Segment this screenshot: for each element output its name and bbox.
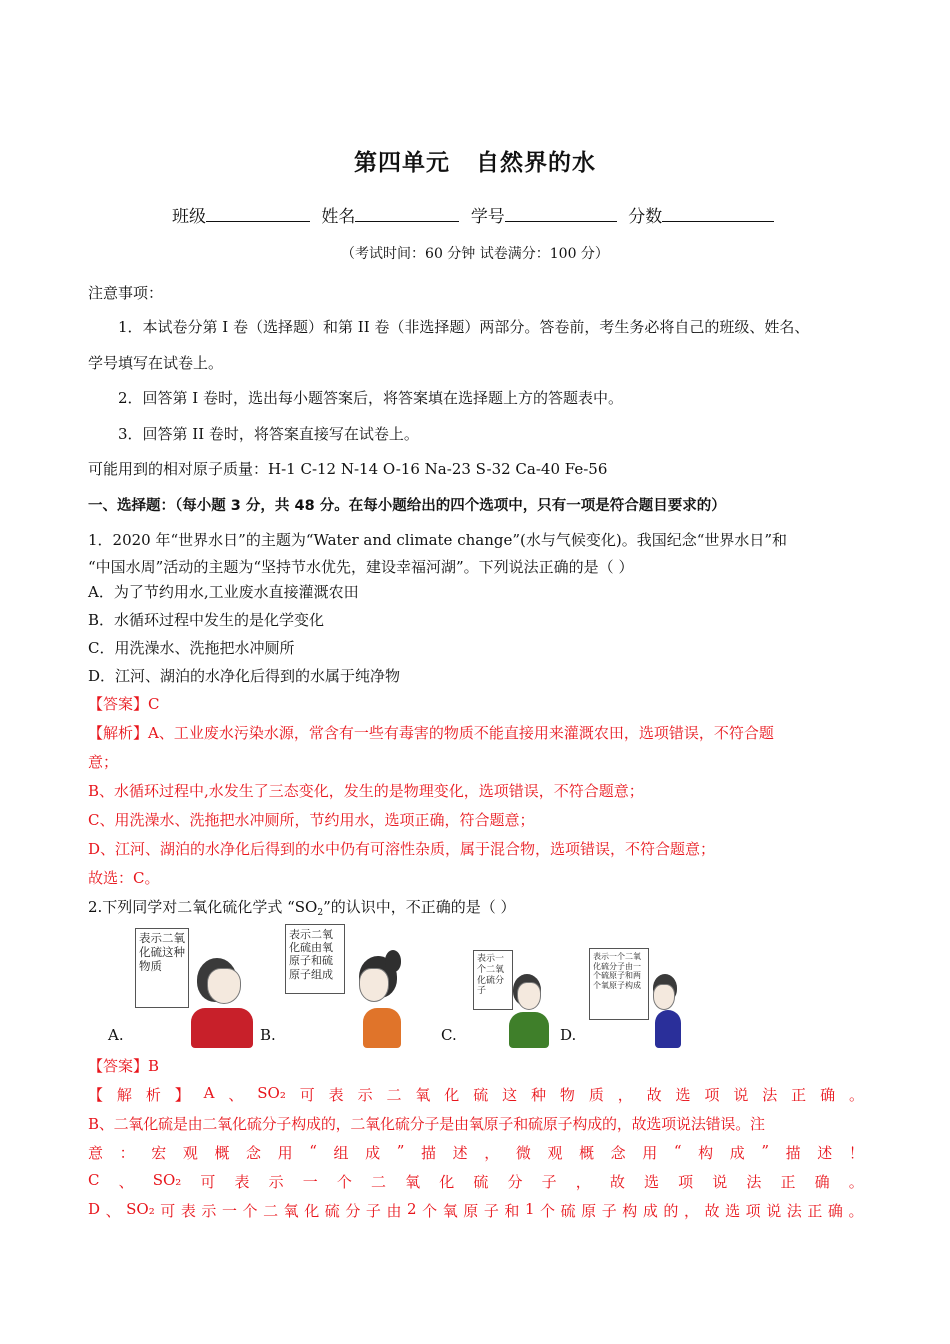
analysis-token: 法 <box>786 1202 802 1220</box>
analysis-token: D <box>88 1200 101 1218</box>
speech-bubble-b: 表示二氧化硫由氧原子和硫原子组成 <box>285 924 345 994</box>
analysis-token: 】 <box>174 1086 190 1104</box>
section-heading: 一、选择题：（每小题 3 分，共 48 分。在每小题给出的四个选项中，只有一项是符合题目要求的） <box>88 498 726 514</box>
analysis-token: 述 <box>452 1144 468 1162</box>
analysis-token: 1 <box>524 1200 535 1218</box>
analysis-token: 氧 <box>283 1202 299 1220</box>
analysis-token: 构 <box>622 1202 638 1220</box>
analysis-token: 个 <box>422 1202 438 1220</box>
notice-item-3: 3．回答第 II 卷时，将答案直接写在试卷上。 <box>118 425 419 443</box>
analysis-token: 正 <box>780 1173 796 1191</box>
analysis-token: 、 <box>228 1086 244 1104</box>
analysis-token: 描 <box>421 1144 437 1162</box>
analysis-token: 成 <box>729 1144 745 1162</box>
notice-heading: 注意事项： <box>88 284 164 302</box>
student-id-label: 学号 <box>470 207 505 227</box>
name-field[interactable] <box>355 203 459 222</box>
analysis-token: C <box>88 1171 100 1189</box>
analysis-token: 意 <box>88 1144 104 1162</box>
analysis-token: 。 <box>848 1086 864 1104</box>
student-info-row <box>172 202 780 227</box>
analysis-token: SO₂ <box>257 1084 286 1102</box>
analysis-token: 表 <box>180 1202 196 1220</box>
analysis-token: 可 <box>160 1202 176 1220</box>
analysis-token: 这 <box>502 1086 518 1104</box>
analysis-token: 2 <box>407 1200 417 1218</box>
student-b-figure <box>341 950 411 1048</box>
analysis-token: 用 <box>277 1144 293 1162</box>
q1-analysis-line2: 意； <box>88 753 119 771</box>
analysis-token: 表 <box>234 1173 250 1191</box>
q2-analysis-line5 <box>88 1200 864 1221</box>
option-c-label: C. <box>441 1026 457 1044</box>
analysis-token: 子 <box>541 1173 557 1191</box>
q1-analysis-line6: 故选：C。 <box>88 869 160 887</box>
analysis-token: 述 <box>817 1144 833 1162</box>
q1-analysis-line1: 【解析】A、工业废水污染水源，常含有一些有毒害的物质不能直接用来灌溉农田，选项错误，不符合题 <box>88 724 774 742</box>
analysis-token: 示 <box>357 1086 373 1104</box>
analysis-token: SO₂ <box>152 1171 182 1189</box>
student-a-figure <box>191 952 261 1048</box>
q1-analysis-line4: C、用洗澡水、洗拖把水冲厕所，节约用水，选项正确，符合题意； <box>88 811 535 829</box>
analysis-token: 个 <box>540 1202 556 1220</box>
analysis-token: ” <box>761 1142 770 1160</box>
q1-option-a: A．为了节约用水,工业废水直接灌溉农田 <box>88 583 359 601</box>
unit-topic: 自然界的水 <box>476 150 596 176</box>
analysis-token: 。 <box>848 1202 864 1220</box>
analysis-token: 选 <box>644 1173 660 1191</box>
analysis-token: 用 <box>642 1144 658 1162</box>
analysis-token: 念 <box>246 1144 262 1162</box>
analysis-token: ， <box>484 1144 500 1162</box>
analysis-token: 氧 <box>415 1086 431 1104</box>
speech-bubble-d: 表示一个二氧化硫分子由一个硫原子和两个氧原子构成 <box>589 948 649 1020</box>
analysis-token: 原 <box>463 1202 479 1220</box>
speech-bubble-a: 表示二氧化硫这种物质 <box>135 928 189 1008</box>
notice-item-1-cont: 学号填写在试卷上。 <box>88 354 224 372</box>
analysis-token: 和 <box>504 1202 520 1220</box>
q2-stem: 2.下列同学对二氧化硫化学式 “$SO_2$”的认识中，不正确的是（ ） <box>88 898 516 918</box>
analysis-token: 质 <box>588 1086 604 1104</box>
analysis-token: 的 <box>663 1202 679 1220</box>
notice-item-2: 2．回答第 I 卷时，选出每小题答案后，将答案填在选择题上方的答题表中。 <box>118 389 624 407</box>
q2-analysis-line1 <box>88 1084 864 1105</box>
analysis-token: 一 <box>221 1202 237 1220</box>
analysis-token: 组 <box>333 1144 349 1162</box>
analysis-token: ” <box>396 1142 405 1160</box>
analysis-token: 个 <box>336 1173 352 1191</box>
analysis-token: 子 <box>365 1202 381 1220</box>
analysis-token: 物 <box>559 1086 575 1104</box>
analysis-token: 构 <box>698 1144 714 1162</box>
analysis-token: 念 <box>610 1144 626 1162</box>
option-d-label: D. <box>560 1026 577 1044</box>
q1-option-b: B．水循环过程中发生的是化学变化 <box>88 611 325 629</box>
analysis-token: A <box>203 1084 215 1102</box>
analysis-token: “ <box>673 1142 682 1160</box>
analysis-token: SO₂ <box>126 1200 155 1218</box>
analysis-token: 法 <box>746 1173 762 1191</box>
class-field[interactable] <box>206 203 310 222</box>
analysis-token: 成 <box>365 1144 381 1162</box>
analysis-token: ： <box>119 1144 135 1162</box>
analysis-token: 示 <box>201 1202 217 1220</box>
analysis-token: “ <box>309 1142 317 1160</box>
score-field[interactable] <box>662 203 774 222</box>
analysis-token: 示 <box>268 1173 284 1191</box>
q1-option-c: C．用洗澡水、洗拖把水冲厕所 <box>88 639 295 657</box>
analysis-token: 宏 <box>151 1144 167 1162</box>
exam-time-note: （考试时间：60 分钟 试卷满分：100 分） <box>341 246 609 262</box>
analysis-token: 选 <box>725 1202 741 1220</box>
analysis-token: 故 <box>704 1202 720 1220</box>
analysis-token: 硫 <box>473 1173 489 1191</box>
analysis-token: ， <box>575 1173 591 1191</box>
analysis-token: 硫 <box>560 1202 576 1220</box>
analysis-token: 表 <box>328 1086 344 1104</box>
analysis-token: 氧 <box>405 1173 421 1191</box>
analysis-token: 分 <box>507 1173 523 1191</box>
notice-item-1: 1．本试卷分第 I 卷（选择题）和第 II 卷（非选择题）两部分。答卷前，考生务必将自己的班级、姓名、 <box>118 318 810 336</box>
q2-figure <box>105 922 705 1048</box>
analysis-token: 确 <box>820 1086 836 1104</box>
analysis-token: 氧 <box>442 1202 458 1220</box>
q2-answer: 【答案】B <box>88 1057 160 1075</box>
analysis-token: ， <box>617 1086 633 1104</box>
analysis-token: 硫 <box>473 1086 489 1104</box>
analysis-token: 可 <box>200 1173 216 1191</box>
option-a-label: A. <box>108 1026 124 1044</box>
analysis-token: 分 <box>345 1202 361 1220</box>
analysis-token: 解 <box>116 1086 132 1104</box>
analysis-token: 项 <box>745 1202 761 1220</box>
analysis-token: 一 <box>302 1173 318 1191</box>
analysis-token: 子 <box>601 1202 617 1220</box>
analysis-token: 说 <box>712 1173 728 1191</box>
analysis-token: 化 <box>304 1202 320 1220</box>
analysis-token: 概 <box>579 1144 595 1162</box>
analysis-token: 法 <box>762 1086 778 1104</box>
analysis-token: 说 <box>766 1202 782 1220</box>
student-c-figure <box>507 972 553 1048</box>
analysis-token: 种 <box>531 1086 547 1104</box>
analysis-token: 确 <box>827 1202 843 1220</box>
name-label: 姓名 <box>321 207 356 227</box>
analysis-token: 个 <box>242 1202 258 1220</box>
student-id-field[interactable] <box>505 203 617 222</box>
analysis-token: 项 <box>678 1173 694 1191</box>
q1-stem-line1: 1．2020 年“世界水日”的主题为“Water and climate change”(水与气候变化)。我国纪念“世界水日”和 <box>88 531 788 549</box>
analysis-token: 由 <box>386 1202 402 1220</box>
analysis-token: 二 <box>263 1202 279 1220</box>
analysis-token: 观 <box>547 1144 563 1162</box>
analysis-token: 二 <box>371 1173 387 1191</box>
q1-answer: 【答案】C <box>88 695 160 713</box>
q2-analysis-line3 <box>88 1142 864 1163</box>
q1-stem-line2: “中国水周”活动的主题为“坚持节水优先，建设幸福河湖”。下列说法正确的是（ ） <box>88 558 634 576</box>
analysis-token: 可 <box>299 1086 315 1104</box>
page-title <box>0 144 950 177</box>
analysis-token: 化 <box>444 1086 460 1104</box>
analysis-token: 二 <box>386 1086 402 1104</box>
analysis-token: 子 <box>483 1202 499 1220</box>
atomic-masses: 可能用到的相对原子质量：H-1 C-12 N-14 O-16 Na-23 S-32 Ca-40 Fe-56 <box>88 460 608 478</box>
analysis-token: 微 <box>515 1144 531 1162</box>
analysis-token: 【 <box>88 1086 104 1104</box>
unit-label: 第四单元 <box>354 150 450 176</box>
analysis-token: 故 <box>609 1173 625 1191</box>
analysis-token: 项 <box>704 1086 720 1104</box>
analysis-token: 说 <box>733 1086 749 1104</box>
analysis-token: 正 <box>791 1086 807 1104</box>
class-label: 班级 <box>172 207 206 227</box>
analysis-token: 。 <box>848 1173 864 1191</box>
q1-analysis-line5: D、江河、湖泊的水净化后得到的水中仍有可溶性杂质，属于混合物，选项错误，不符合题意； <box>88 840 716 858</box>
option-b-label: B. <box>260 1026 276 1044</box>
q2-analysis-line4 <box>88 1171 864 1192</box>
analysis-token: 析 <box>145 1086 161 1104</box>
analysis-token: 原 <box>581 1202 597 1220</box>
analysis-token: 硫 <box>324 1202 340 1220</box>
score-label: 分数 <box>628 207 663 227</box>
analysis-token: 正 <box>807 1202 823 1220</box>
analysis-token: 故 <box>646 1086 662 1104</box>
analysis-token: ， <box>683 1202 699 1220</box>
analysis-token: 概 <box>214 1144 230 1162</box>
q1-option-d: D．江河、湖泊的水净化后得到的水属于纯净物 <box>88 667 401 685</box>
analysis-token: 成 <box>642 1202 658 1220</box>
analysis-token: 选 <box>675 1086 691 1104</box>
analysis-token: ！ <box>848 1144 864 1162</box>
analysis-token: 观 <box>182 1144 198 1162</box>
analysis-token: 确 <box>814 1173 830 1191</box>
student-d-figure <box>649 974 685 1048</box>
analysis-token: 描 <box>785 1144 801 1162</box>
analysis-token: 化 <box>439 1173 455 1191</box>
q1-analysis-line3: B、水循环过程中,水发生了三态变化，发生的是物理变化，选项错误，不符合题意； <box>88 782 644 800</box>
q2-analysis-line2: B、二氧化硫是由二氧化硫分子构成的，二氧化硫分子是由氧原子和硫原子构成的，故选项说法错误。注 <box>88 1115 765 1133</box>
speech-bubble-c: 表示一个二氧化硫分子 <box>473 950 513 1010</box>
analysis-token: 、 <box>105 1202 121 1220</box>
analysis-token: 、 <box>118 1173 134 1191</box>
